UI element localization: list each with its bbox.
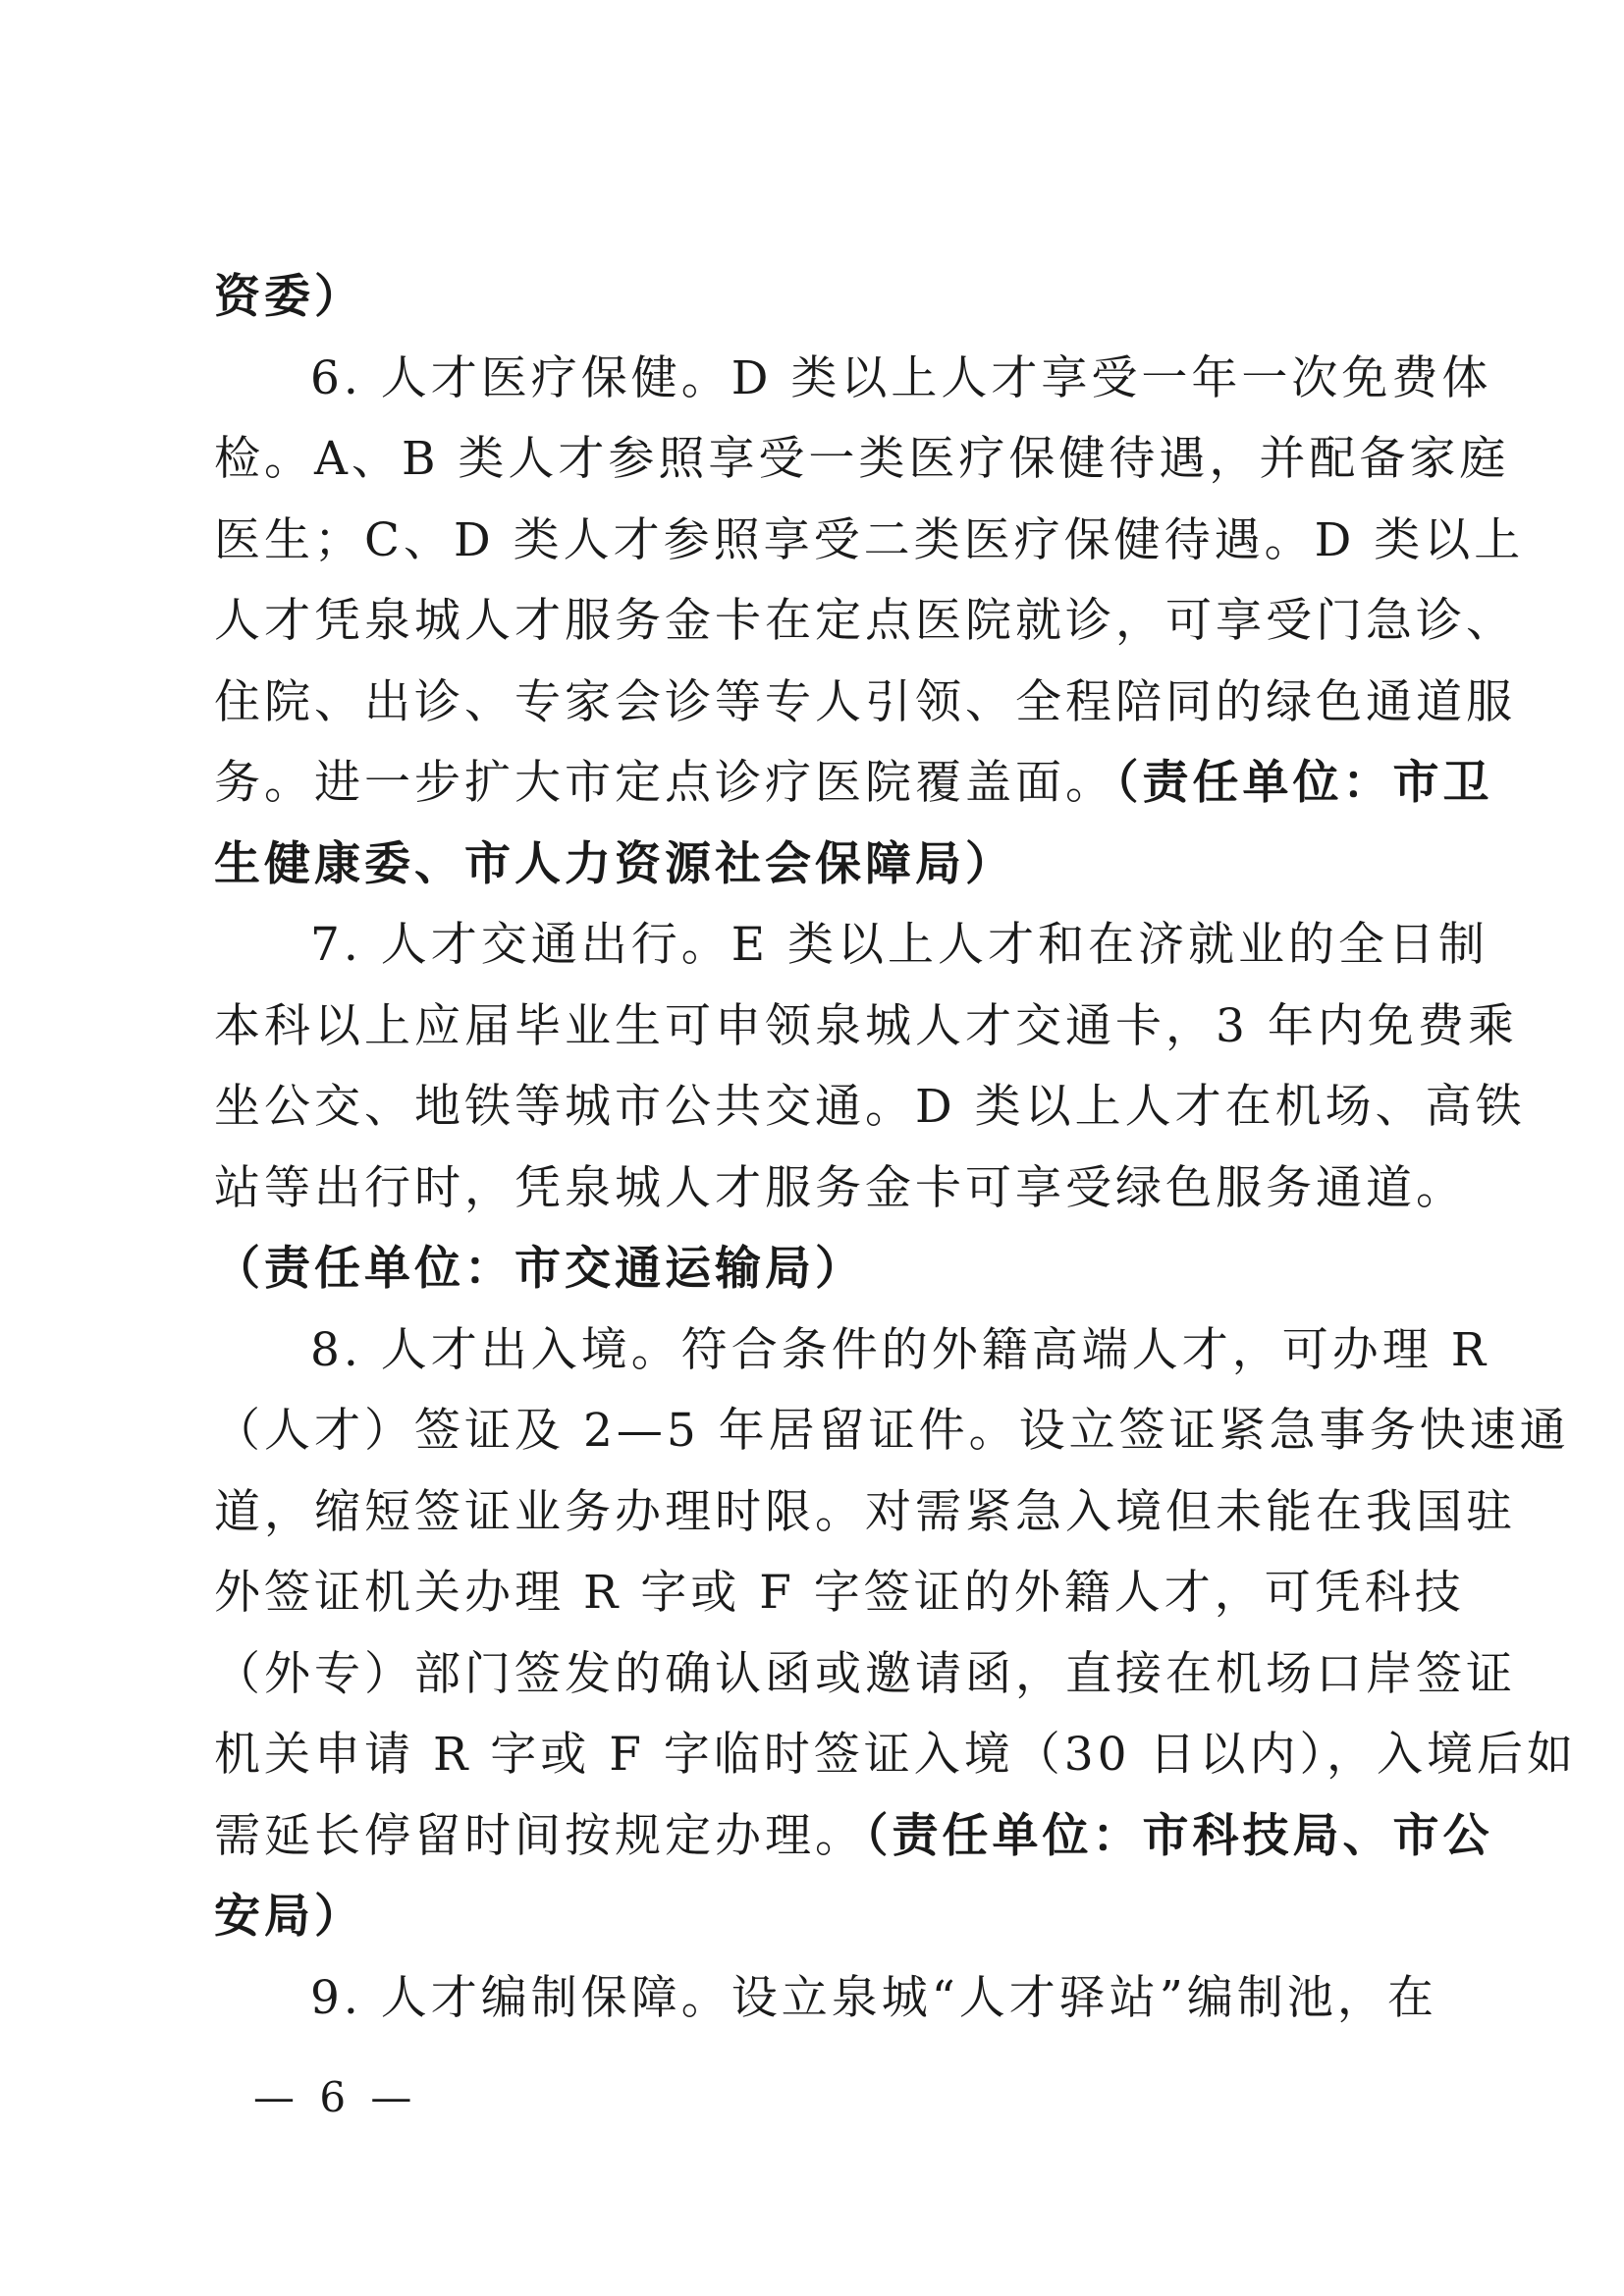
text-segment: 7. 人才交通出行。E 类以上人才和在济就业的全日制 — [310, 918, 1489, 972]
bold-text-segment: 资委） — [214, 270, 364, 324]
text-segment: 务。进一步扩大市定点诊疗医院覆盖面。 — [214, 756, 1115, 810]
text-segment: 9. 人才编制保障。设立泉城“人才驿站”编制池，在 — [310, 1970, 1437, 2025]
text-line — [214, 1229, 1418, 1310]
text-segment: 站等出行时，凭泉城人才服务金卡可享受绿色服务通道。 — [214, 1160, 1466, 1215]
bold-text-segment: 安局） — [214, 1890, 364, 1944]
text-segment: 住院、出诊、专家会诊等专人引领、全程陪同的绿色通道服 — [214, 674, 1516, 729]
text-segment: （外专）部门签发的确认函或邀请函，直接在机场口岸签证 — [214, 1646, 1516, 1701]
text-line — [214, 419, 1510, 501]
text-line — [214, 905, 1489, 987]
text-line — [214, 1148, 1466, 1230]
text-line — [214, 1796, 1493, 1878]
text-segment: 外签证机关办理 R 字或 F 字签证的外籍人才，可凭科技 — [214, 1566, 1465, 1620]
text-line — [214, 987, 1518, 1068]
text-segment: 坐公交、地铁等城市公共交通。D 类以上人才在机场、高铁 — [214, 1080, 1526, 1134]
text-line — [214, 1715, 1578, 1796]
bold-text-segment: （责任单位：市卫 — [1115, 756, 1493, 810]
text-line — [214, 257, 1418, 339]
text-line — [214, 1391, 1570, 1472]
bold-text-segment: 生健康委、市人力资源社会保障局） — [214, 836, 1015, 891]
text-segment: 医生；C、D 类人才参照享受二类医疗保健待遇。D 类以上 — [214, 512, 1525, 567]
text-line — [214, 1634, 1516, 1716]
text-line — [214, 1877, 1418, 1958]
text-segment: 道，缩短签证业务办理时限。对需紧急入境但未能在我国驻 — [214, 1484, 1516, 1539]
text-line — [214, 743, 1493, 825]
text-segment: 6. 人才医疗保健。D 类以上人才享受一年一次免费体 — [310, 350, 1492, 405]
text-segment: 检。A、B 类人才参照享受一类医疗保健待遇，并配备家庭 — [214, 432, 1510, 486]
text-segment: （人才）签证及 2—5 年居留证件。设立签证紧急事务快速通 — [214, 1404, 1570, 1458]
text-segment: 8. 人才出入境。符合条件的外籍高端人才，可办理 R — [310, 1322, 1490, 1377]
text-line — [214, 1553, 1465, 1634]
text-line — [214, 663, 1516, 744]
text-line — [214, 1472, 1516, 1554]
text-segment: 本科以上应届毕业生可申领泉城人才交通卡，3 年内免费乘 — [214, 998, 1518, 1053]
text-line — [214, 1310, 1490, 1392]
document-body — [214, 257, 1578, 2039]
text-line — [214, 825, 1418, 906]
text-line — [214, 1067, 1526, 1148]
text-line — [214, 1958, 1437, 2040]
bold-text-segment: （责任单位：市科技局、市公 — [865, 1808, 1493, 1863]
bold-text-segment: （责任单位：市交通运输局） — [214, 1242, 865, 1296]
text-segment: 人才凭泉城人才服务金卡在定点医院就诊，可享受门急诊、 — [214, 594, 1516, 648]
text-segment: 机关申请 R 字或 F 字临时签证入境（30 日以内），入境后如 — [214, 1728, 1578, 1782]
page-number: — 6 — — [253, 2073, 418, 2121]
text-line — [214, 501, 1525, 582]
text-segment: 需延长停留时间按规定办理。 — [214, 1808, 865, 1863]
text-line — [214, 581, 1516, 663]
text-line — [214, 339, 1492, 420]
